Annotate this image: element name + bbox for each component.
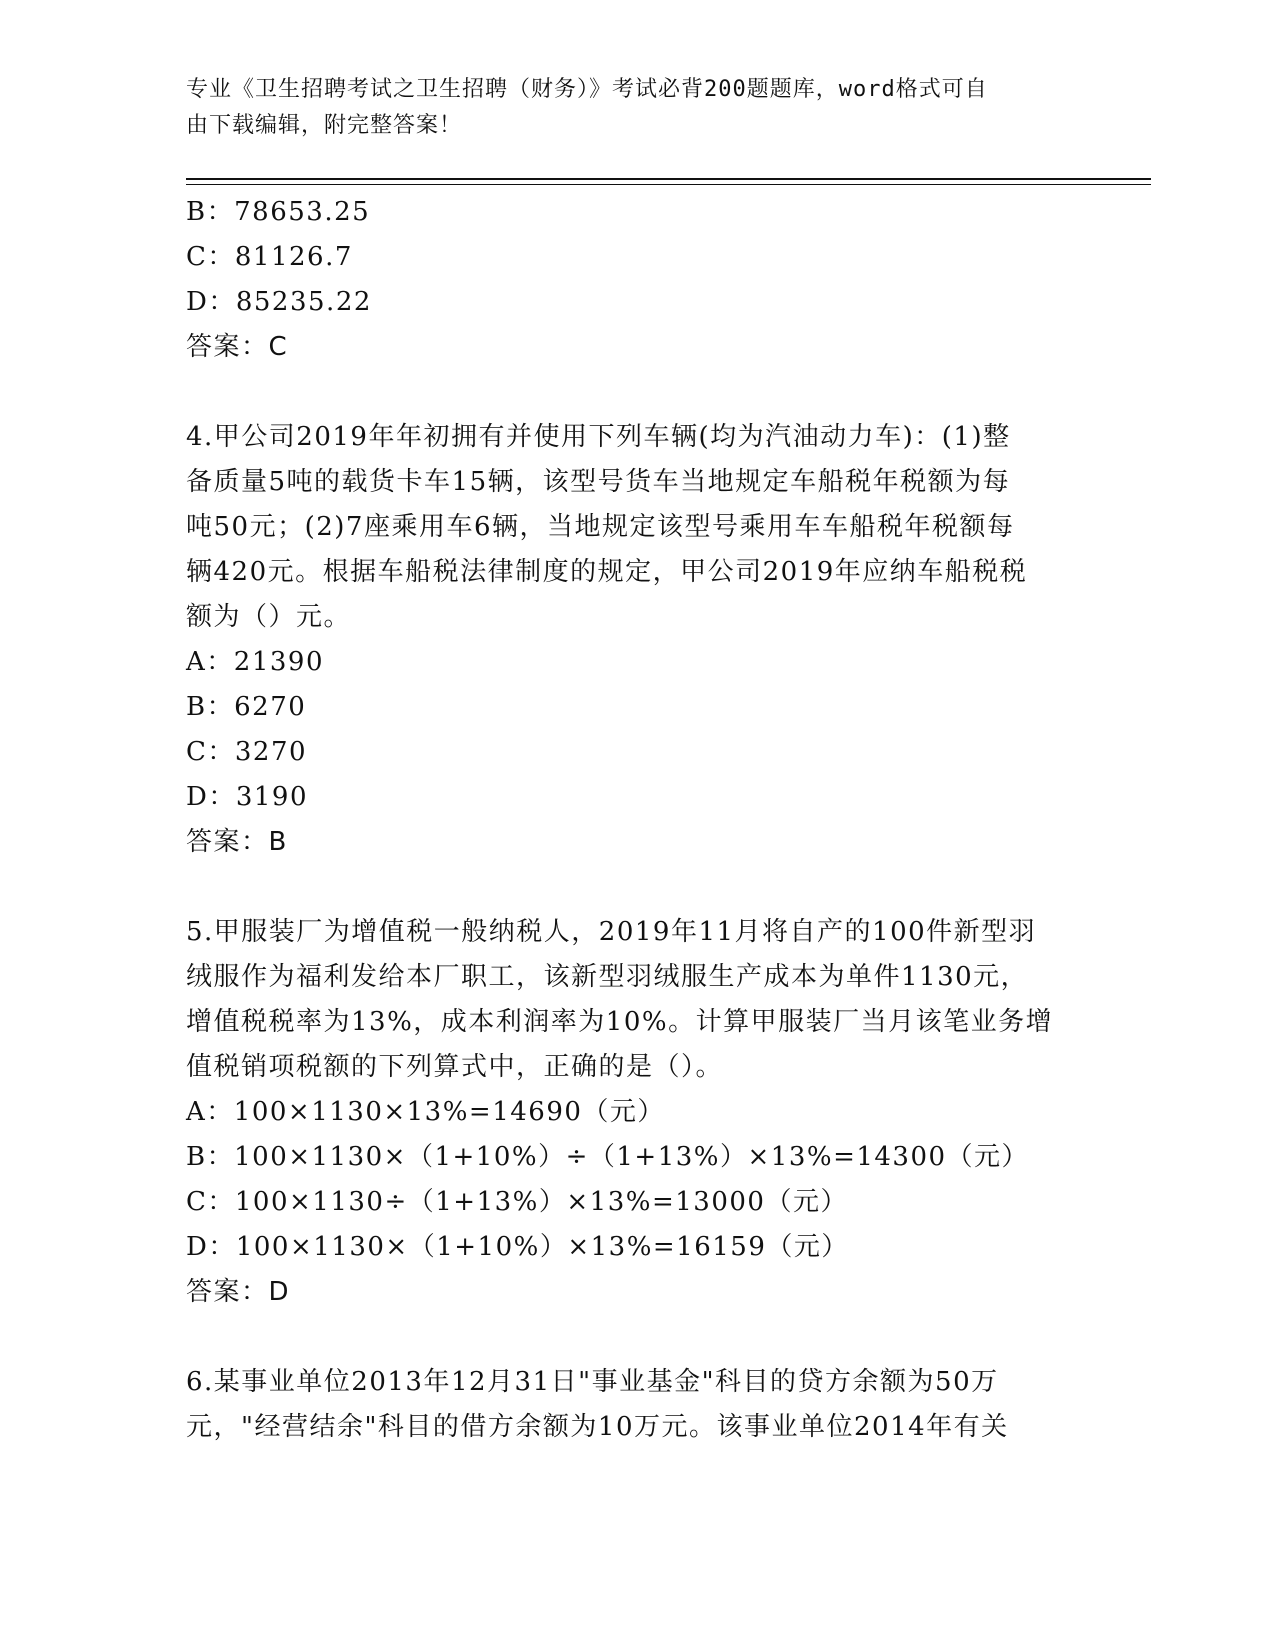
question-text-line: 6.某事业单位2013年12月31日"事业基金"科目的贷方余额为50万 (186, 1367, 999, 1397)
question-text-line: 元，"经营结余"科目的借方余额为10万元。该事业单位2014年有关 (186, 1412, 1009, 1442)
option-d: D：3190 (186, 782, 309, 812)
question-text-line: 辆420元。根据车船税法律制度的规定，甲公司2019年应纳车船税税 (186, 557, 1028, 587)
option-c: C：81126.7 (186, 242, 353, 272)
question-text-line: 额为（）元。 (186, 602, 352, 632)
header-line-1: 专业《卫生招聘考试之卫生招聘（财务）》考试必背200题题库，word格式可自 (186, 77, 988, 102)
question-text-line: 增值税税率为13%，成本利润率为10%。计算甲服装厂当月该笔业务增 (186, 1007, 1054, 1037)
option-a: A：21390 (186, 647, 324, 677)
header-rule-thick (186, 178, 1151, 180)
question-text-line: 值税销项税额的下列算式中，正确的是（）。 (186, 1052, 724, 1082)
answer: 答案：B (186, 827, 288, 857)
option-d: D：85235.22 (186, 287, 372, 317)
question-text-line: 4.甲公司2019年年初拥有并使用下列车辆(均为汽油动力车)：(1)整 (186, 422, 1011, 452)
option-b: B：6270 (186, 692, 307, 722)
question-4 (186, 415, 1086, 865)
option-b: B：100×1130×（1+10%）÷（1+13%）×13%=14300（元） (186, 1142, 1030, 1172)
option-a: A：100×1130×13%=14690（元） (186, 1097, 665, 1127)
question-6 (186, 1360, 1086, 1450)
answer: 答案：D (186, 1277, 291, 1307)
question-3-tail (186, 190, 1086, 370)
answer: 答案：C (186, 332, 289, 362)
option-c: C：100×1130÷（1+13%）×13%=13000（元） (186, 1187, 848, 1217)
question-text-line: 绒服作为福利发给本厂职工，该新型羽绒服生产成本为单件1130元， (186, 962, 1029, 992)
option-c: C：3270 (186, 737, 308, 767)
question-5 (186, 910, 1086, 1315)
question-text-line: 吨50元；(2)7座乘用车6辆，当地规定该型号乘用车车船税年税额每 (186, 512, 1015, 542)
option-d: D：100×1130×（1+10%）×13%=16159（元） (186, 1232, 849, 1262)
question-text-line: 5.甲服装厂为增值税一般纳税人，2019年11月将自产的100件新型羽 (186, 917, 1037, 947)
document-header (186, 72, 1066, 144)
document-body (186, 190, 1086, 1450)
header-rule-thin (186, 184, 1151, 185)
option-b: B：78653.25 (186, 197, 371, 227)
question-text-line: 备质量5吨的载货卡车15辆，该型号货车当地规定车船税年税额为每 (186, 467, 1011, 497)
header-line-2: 由下载编辑，附完整答案！ (186, 113, 463, 138)
